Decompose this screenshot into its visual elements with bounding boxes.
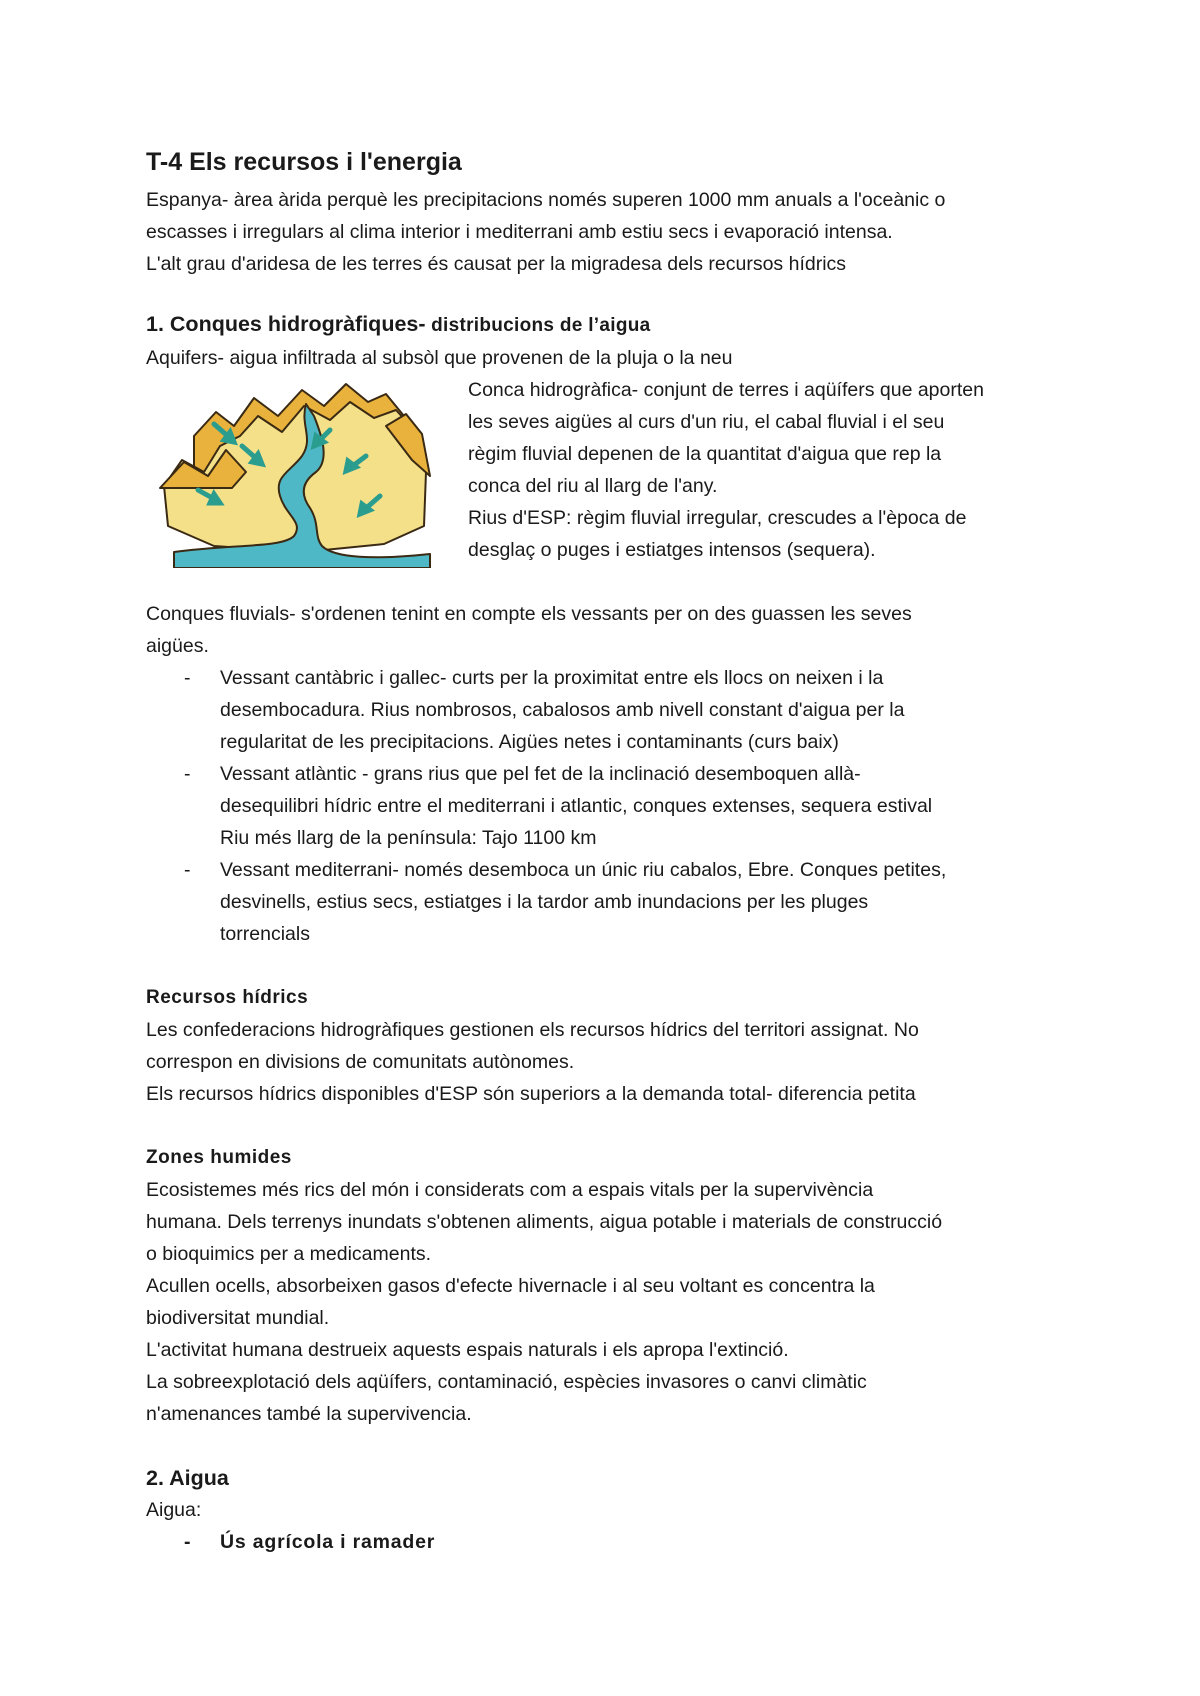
zones-line: La sobreexplotació dels aqüífers, contaminació, espècies invasores o canvi climàtic bbox=[146, 1371, 867, 1393]
dash-bullet: - bbox=[184, 763, 191, 785]
recursos-line: Les confederacions hidrogràfiques gestionen els recursos hídrics del territori assignat. No bbox=[146, 1019, 919, 1041]
page-title: T-4 Els recursos i l'energia bbox=[146, 148, 462, 176]
list-line: Riu més llarg de la península: Tajo 1100 km bbox=[220, 827, 597, 849]
list-line: desequilibri hídric entre el mediterrani i atlantic, conques extenses, sequera estival bbox=[220, 795, 933, 817]
conca-block bbox=[146, 374, 1076, 566]
list-line: regularitat de les precipitacions. Aigües netes i contaminants (curs baix) bbox=[220, 731, 839, 753]
conca-line: Conca hidrogràfica- conjunt de terres i aqüífers que aporten bbox=[468, 379, 984, 401]
list-line: torrencials bbox=[220, 923, 310, 945]
aigua-list bbox=[146, 1526, 1076, 1558]
zones-line: humana. Dels terrenys inundats s'obtenen aliments, aigua potable i materials de construcció bbox=[146, 1211, 943, 1233]
dash-bullet: - bbox=[184, 1531, 192, 1553]
rius-line: desglaç o puges i estiatges intensos (sequera). bbox=[468, 539, 876, 561]
zones-line: o bioquimics per a medicaments. bbox=[146, 1243, 432, 1265]
aquifers-line: Aquifers- aigua infiltrada al subsòl que provenen de la pluja o la neu bbox=[146, 347, 733, 369]
zones-heading: Zones humides bbox=[146, 1147, 292, 1168]
conca-definition bbox=[468, 374, 1088, 566]
conca-line: conca del riu al llarg de l'any. bbox=[468, 475, 718, 497]
list-line: Vessant atlàntic - grans rius que pel fet de la inclinació desemboquen allà- bbox=[220, 763, 861, 785]
recursos-line: Els recursos hídrics disponibles d'ESP són superiors a la demanda total- diferencia petita bbox=[146, 1083, 916, 1105]
rius-line: Rius d'ESP: règim fluvial irregular, crescudes a l'època de bbox=[468, 507, 967, 529]
zones-line: L'activitat humana destrueix aquests espais naturals i els apropa l'extinció. bbox=[146, 1339, 789, 1361]
list-item bbox=[146, 1526, 1076, 1558]
list-item bbox=[146, 758, 1076, 854]
river-basin-illustration bbox=[154, 376, 440, 568]
recursos-heading: Recursos hídrics bbox=[146, 987, 309, 1008]
section-heading-sub: distribucions de l’aigua bbox=[425, 315, 651, 336]
list-line: desvinells, estius secs, estiatges i la tardor amb inundacions per les pluges bbox=[220, 891, 869, 913]
intro-line: L'alt grau d'aridesa de les terres és causat per la migradesa dels recursos hídrics bbox=[146, 253, 847, 275]
zones-line: Ecosistemes més rics del món i considerats com a espais vitals per la supervivència bbox=[146, 1179, 874, 1201]
zones-line: n'amenances també la supervivencia. bbox=[146, 1403, 472, 1425]
list-item bbox=[146, 662, 1076, 758]
fluvials-line: aigües. bbox=[146, 635, 209, 657]
intro-line: Espanya- àrea àrida perquè les precipitacions només superen 1000 mm anuals a l'oceànic o bbox=[146, 189, 946, 211]
vessants-list bbox=[146, 662, 1076, 950]
aigua-intro: Aigua: bbox=[146, 1499, 202, 1521]
list-line: Ús agrícola i ramader bbox=[220, 1531, 436, 1553]
intro-paragraph bbox=[146, 184, 1076, 280]
intro-line: escasses i irregulars al clima interior i mediterrani amb estiu secs i evaporació intensa. bbox=[146, 221, 893, 243]
section-heading-main: 1. Conques hidrogràfiques- bbox=[146, 312, 426, 336]
list-line: Vessant mediterrani- només desemboca un únic riu cabalos, Ebre. Conques petites, bbox=[220, 859, 947, 881]
list-line: Vessant cantàbric i gallec- curts per la proximitat entre els llocs on neixen i la bbox=[220, 667, 884, 689]
fluvials-line: Conques fluvials- s'ordenen tenint en compte els vessants per on des guassen les seves bbox=[146, 603, 912, 625]
dash-bullet: - bbox=[184, 859, 191, 881]
zones-paragraph bbox=[146, 1174, 1076, 1430]
recursos-paragraph bbox=[146, 1014, 1076, 1110]
zones-line: biodiversitat mundial. bbox=[146, 1307, 330, 1329]
zones-line: Acullen ocells, absorbeixen gasos d'efecte hivernacle i al seu voltant es concentra la bbox=[146, 1275, 875, 1297]
recursos-line: correspon en divisions de comunitats autònomes. bbox=[146, 1051, 575, 1073]
conques-fluvials-paragraph bbox=[146, 598, 1076, 662]
dash-bullet: - bbox=[184, 667, 191, 689]
document-content bbox=[146, 140, 1076, 1558]
section-heading-conques bbox=[146, 308, 1076, 342]
section-heading-aigua: 2. Aigua bbox=[146, 1466, 229, 1490]
list-line: desembocadura. Rius nombrosos, cabalosos amb nivell constant d'aigua per la bbox=[220, 699, 905, 721]
list-item bbox=[146, 854, 1076, 950]
conca-line: règim fluvial depenen de la quantitat d'aigua que rep la bbox=[468, 443, 942, 465]
conca-line: les seves aigües al curs d'un riu, el cabal fluvial i el seu bbox=[468, 411, 945, 433]
